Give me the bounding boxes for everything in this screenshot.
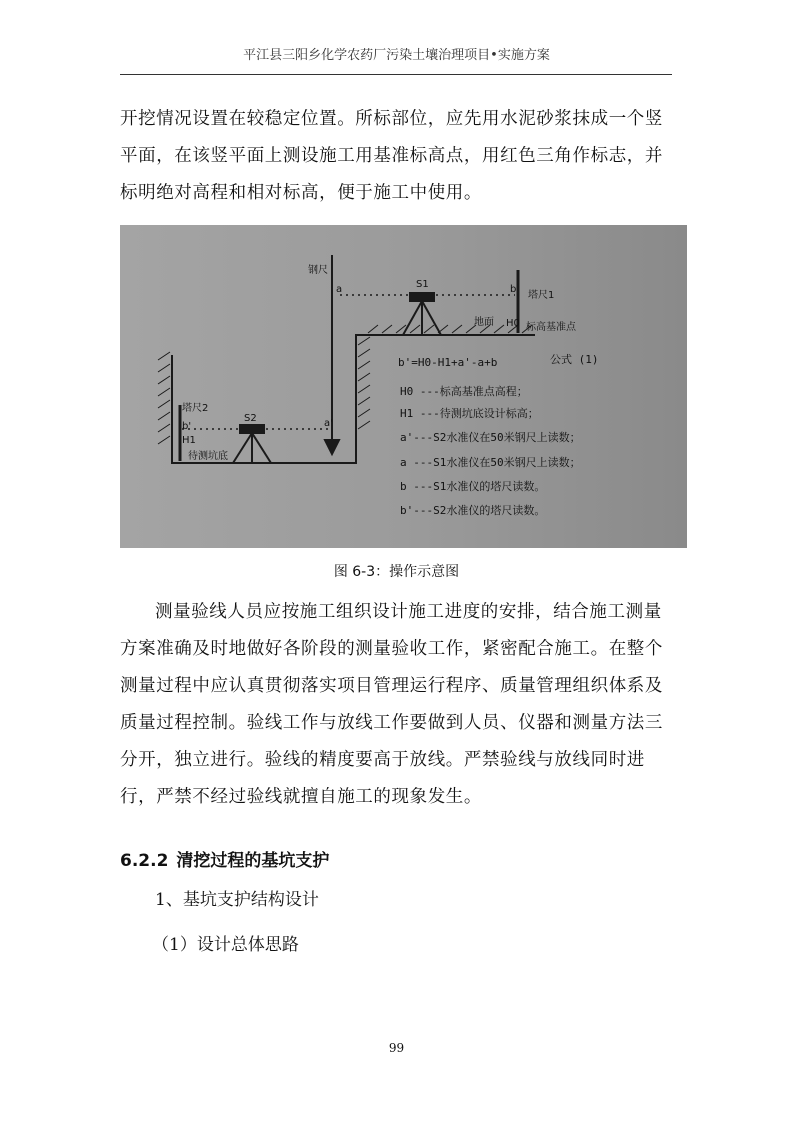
paragraph-1: 开挖情况设置在较稳定位置。所标部位，应先用水泥砂浆抹成一个竖平面，在该竖平面上测设施工用基准标高点，用红色三角作标志，并标明绝对高程和相对标高，便于施工中使用。 (120, 109, 663, 203)
label-s2: S2 (244, 413, 257, 424)
label-b-prime: b' (182, 421, 192, 432)
label-staff-2: 塔尺2 (182, 403, 209, 414)
label-a-prime: a' (324, 418, 333, 429)
label-ground: 地面 (474, 317, 494, 328)
label-a: a (336, 284, 343, 295)
header-rule (120, 74, 672, 75)
label-steel-ruler: 钢尺 (308, 265, 328, 276)
section-heading (120, 846, 329, 871)
label-b: b (510, 284, 517, 295)
label-h0: H0 (506, 318, 520, 329)
legend-h1: H1 ---待测坑底设计标高； (400, 407, 539, 420)
legend-a-prime: a'---S2水准仪在50米钢尺上读数； (400, 431, 581, 444)
survey-diagram-svg (120, 225, 687, 548)
formula-label: 公式 (1) (550, 353, 599, 366)
list-item-2: （1）设计总体思路 (152, 935, 299, 955)
list-item-1: 1、基坑支护结构设计 (155, 890, 319, 910)
legend-b: b ---S1水准仪的塔尺读数。 (400, 480, 546, 493)
running-header: 平江县三阳乡化学农药厂污染土壤治理项目•实施方案 (243, 48, 550, 63)
section-number: 6.2.2 (120, 851, 169, 871)
label-benchmark: 标高基准点 (526, 322, 576, 333)
label-h1: H1 (182, 435, 196, 446)
page-number: 99 (388, 1041, 405, 1055)
s1-instrument (410, 293, 434, 301)
legend-b-prime: b'---S2水准仪的塔尺读数。 (400, 504, 546, 517)
figure-survey-diagram (120, 225, 687, 548)
legend-a: a ---S1水准仪在50米钢尺上读数； (400, 456, 581, 469)
label-staff-1: 塔尺1 (528, 290, 555, 301)
legend-h0: H0 ---标高基准点高程； (400, 385, 528, 398)
figure-caption: 图 6-3：操作示意图 (333, 564, 460, 580)
section-title: 清挖过程的基坑支护 (176, 851, 330, 871)
paragraph-2: 测量验线人员应按施工组织设计施工进度的安排，结合施工测量方案准确及时地做好各阶段的测量验收工作，紧密配合施工。在整个测量过程中应认真贯彻落实项目管理运行程序、质量管理组织体系及质量过程控制。验线工作与放线工作要做到人员、仪器和测量方法三分开，独立进行。验线的精度要高于放线。严禁验线与放线同时进行，严禁不经过验线就擅自施工的现象发生。 (120, 602, 663, 807)
label-pit-bottom: 待测坑底 (188, 451, 228, 462)
label-s1: S1 (416, 279, 429, 290)
formula: b'=H0-H1+a'-a+b (398, 356, 498, 369)
